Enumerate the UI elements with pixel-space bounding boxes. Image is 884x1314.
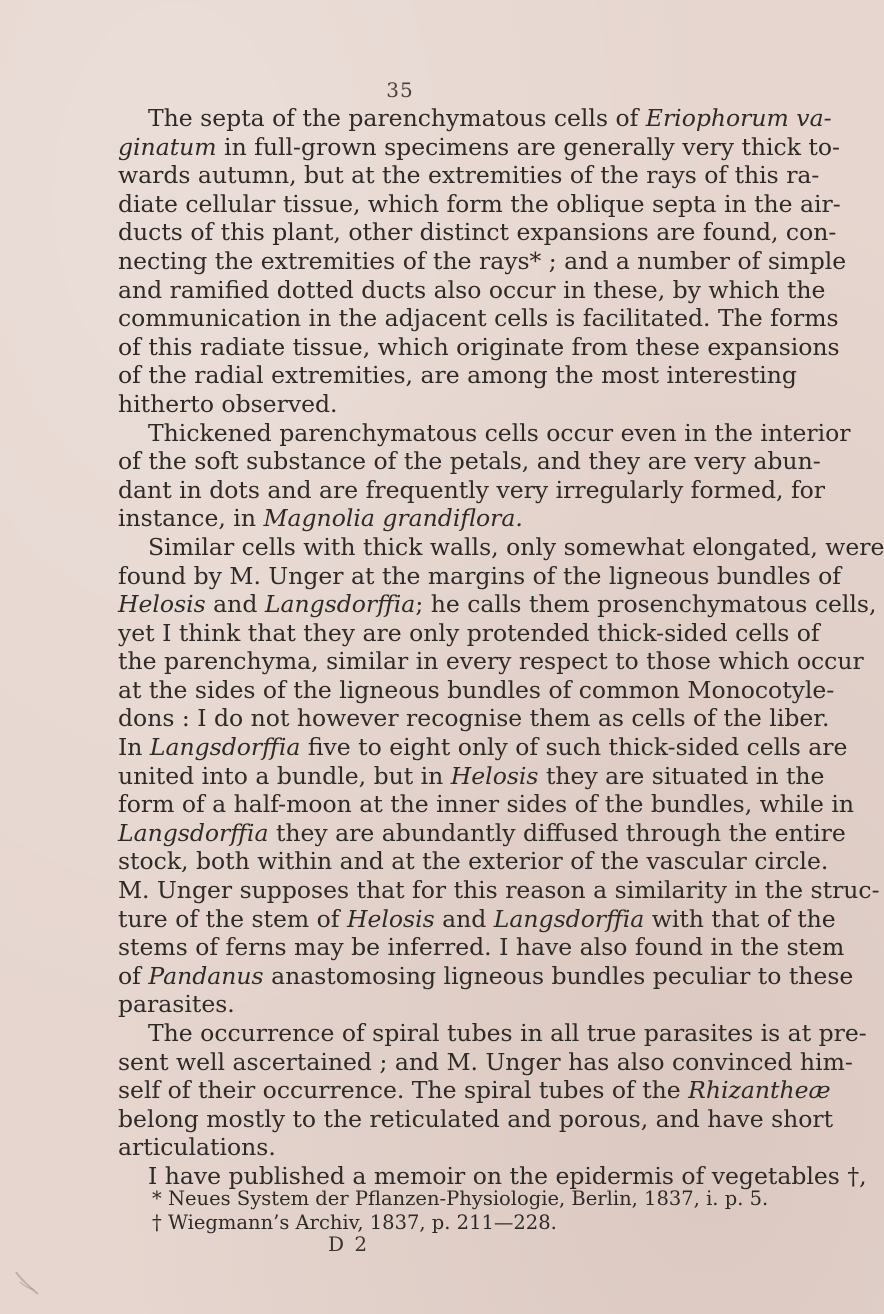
footnote: * Neues System der Pflanzen-Physiologie, Berlin, 1837, i. p. 5. [152, 1187, 769, 1210]
footnotes [152, 1187, 772, 1235]
text-line: communication in the adjacent cells is facilitated. The forms [118, 304, 839, 333]
text-line: Similar cells with thick walls, only somewhat elongated, were [148, 532, 884, 561]
text-line: Helosis and Langsdorffia; he calls them prosenchymatous cells, [118, 590, 877, 619]
footnote: † Wiegmann’s Archiv, 1837, p. 211—228. [152, 1211, 557, 1234]
pencil-mark-icon [12, 1268, 42, 1298]
text-line: and ramified dotted ducts also occur in these, by which the [118, 275, 826, 304]
text-line: dant in dots and are frequently very irregularly formed, for [118, 475, 826, 504]
text-line: hitherto observed. [118, 389, 338, 418]
text-line: ginatum in full-grown specimens are generally very thick to- [118, 132, 840, 161]
text-line: Langsdorffia they are abundantly diffused through the entire [118, 818, 846, 847]
text-line: necting the extremities of the rays* ; and a number of simple [118, 246, 847, 275]
body-text [118, 104, 884, 1191]
text-line: self of their occurrence. The spiral tubes of the Rhizantheæ [118, 1076, 831, 1105]
text-line: belong mostly to the reticulated and porous, and have short [118, 1104, 834, 1133]
text-line: parasites. [118, 990, 235, 1019]
text-line: wards autumn, but at the extremities of the rays of this ra- [118, 161, 820, 190]
text-line: united into a bundle, but in Helosis they are situated in the [118, 761, 825, 790]
text-line: sent well ascertained ; and M. Unger has also convinced him- [118, 1047, 853, 1076]
text-line: M. Unger supposes that for this reason a similarity in the struc- [118, 876, 880, 905]
text-line: at the sides of the ligneous bundles of common Monocotyle- [118, 675, 835, 704]
text-line: In Langsdorffia five to eight only of such thick-sided cells are [118, 733, 848, 762]
text-line: The septa of the parenchymatous cells of Eriophorum va- [148, 104, 832, 132]
text-line: diate cellular tissue, which form the oblique septa in the air- [118, 189, 841, 218]
text-line: instance, in Magnolia grandiflora. [118, 504, 523, 533]
text-line: yet I think that they are only protended thick-sided cells of [118, 618, 820, 647]
text-line: of this radiate tissue, which originate from these expansions [118, 332, 840, 361]
text-line: of the soft substance of the petals, and they are very abun- [118, 447, 821, 476]
text-line: stems of ferns may be inferred. I have also found in the stem [118, 933, 845, 962]
text-line: Thickened parenchymatous cells occur even in the interior [148, 418, 851, 447]
text-line: of Pandanus anastomosing ligneous bundles peculiar to these [118, 961, 854, 990]
signature-mark: D 2 [328, 1232, 370, 1256]
text-line: form of a half-moon at the inner sides of the bundles, while in [118, 790, 854, 819]
text-line: stock, both within and at the exterior of the vascular circle. [118, 847, 829, 876]
text-line: ducts of this plant, other distinct expansions are found, con- [118, 218, 837, 247]
text-line: dons : I do not however recognise them as cells of the liber. [118, 704, 830, 733]
page-number: 35 [386, 78, 414, 102]
text-line: articulations. [118, 1133, 276, 1162]
text-line: found by M. Unger at the margins of the ligneous bundles of [118, 561, 842, 590]
text-line: The occurrence of spiral tubes in all true parasites is at pre- [148, 1019, 867, 1047]
text-line: I have published a memoir on the epidermis of vegetables †, [148, 1161, 867, 1190]
text-line: of the radial extremities, are among the most interesting [118, 361, 797, 390]
text-line: the parenchyma, similar in every respect to those which occur [118, 647, 864, 676]
text-line: ture of the stem of Helosis and Langsdorffia with that of the [118, 904, 836, 933]
